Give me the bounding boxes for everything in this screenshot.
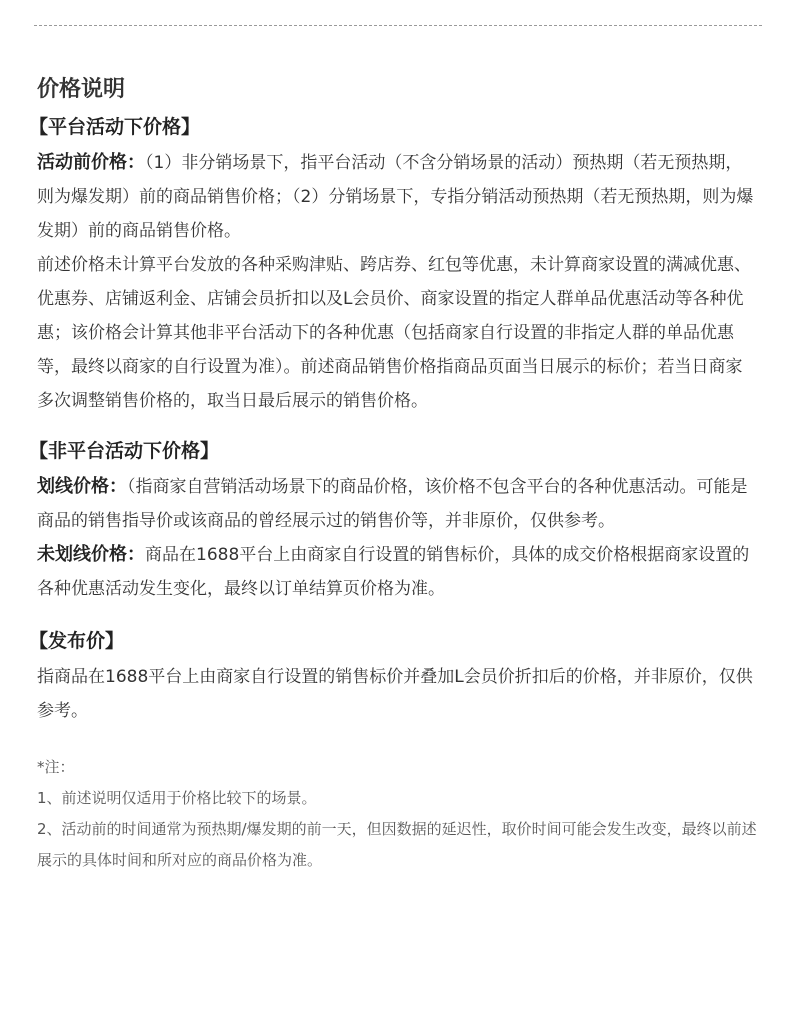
price-explanation <box>29 74 757 876</box>
platform-price-note-text: 前述价格未计算平台发放的各种采购津贴、跨店券、红包等优惠，未计算商家设置的满减优惠、优惠券、店铺返利金、店铺会员折扣以及L会员价、商家设置的指定人群单品优惠活动等各种优惠；该价格会计算其他非平台活动下的各种优惠（包括商家自行设置的非指定人群的单品优惠等，最终以商家的自行设置为准）。前述商品销售价格指商品页面当日展示的标价；若当日商家多次调整销售价格的，取当日最后展示的销售价格。 <box>37 255 751 411</box>
dashed-divider <box>34 25 762 26</box>
pre-activity-price-paragraph <box>37 146 757 248</box>
section-heading-non-platform: 【非平台活动下价格】 <box>29 440 220 462</box>
publish-price-paragraph <box>37 660 757 728</box>
note-line-1: 1、前述说明仅适用于价格比较下的场景。 <box>37 789 317 807</box>
publish-price-text: 指商品在1688平台上由商家自行设置的销售标价并叠加L会员价折扣后的价格，并非原价，仅供参考。 <box>37 667 753 721</box>
section-heading-platform: 【平台活动下价格】 <box>29 116 201 138</box>
non-strikethrough-price-label: 未划线价格： <box>37 544 145 565</box>
platform-price-note-paragraph <box>37 248 757 418</box>
section-heading-publish-price: 【发布价】 <box>29 630 125 652</box>
strikethrough-price-label: 划线价格： <box>37 476 127 497</box>
non-strikethrough-price-text: 商品在1688平台上由商家自行设置的销售标价，具体的成交价格根据商家设置的各种优惠活动发生变化，最终以订单结算页价格为准。 <box>37 545 750 599</box>
notes-block <box>37 752 757 876</box>
pre-activity-price-text: （1）非分销场景下，指平台活动（不含分销场景的活动）预热期（若无预热期，则为爆发期）前的商品销售价格；（2）分销场景下，专指分销活动预热期（若无预热期，则为爆发期）前的商品销售价格。 <box>37 153 754 241</box>
note-line-2: 2、活动前的时间通常为预热期/爆发期的前一天，但因数据的延迟性，取价时间可能会发生改变，最终以前述展示的具体时间和所对应的商品价格为准。 <box>37 820 757 869</box>
notes-heading: *注： <box>37 758 75 776</box>
non-strikethrough-price-paragraph <box>37 538 757 606</box>
page-title: 价格说明 <box>37 77 126 102</box>
strikethrough-price-text: （指商家自营销活动场景下的商品价格，该价格不包含平台的各种优惠活动。可能是商品的销售指导价或该商品的曾经展示过的销售价等，并非原价，仅供参考。 <box>37 477 748 531</box>
pre-activity-price-label: 活动前价格： <box>37 152 145 173</box>
strikethrough-price-paragraph <box>37 470 757 538</box>
